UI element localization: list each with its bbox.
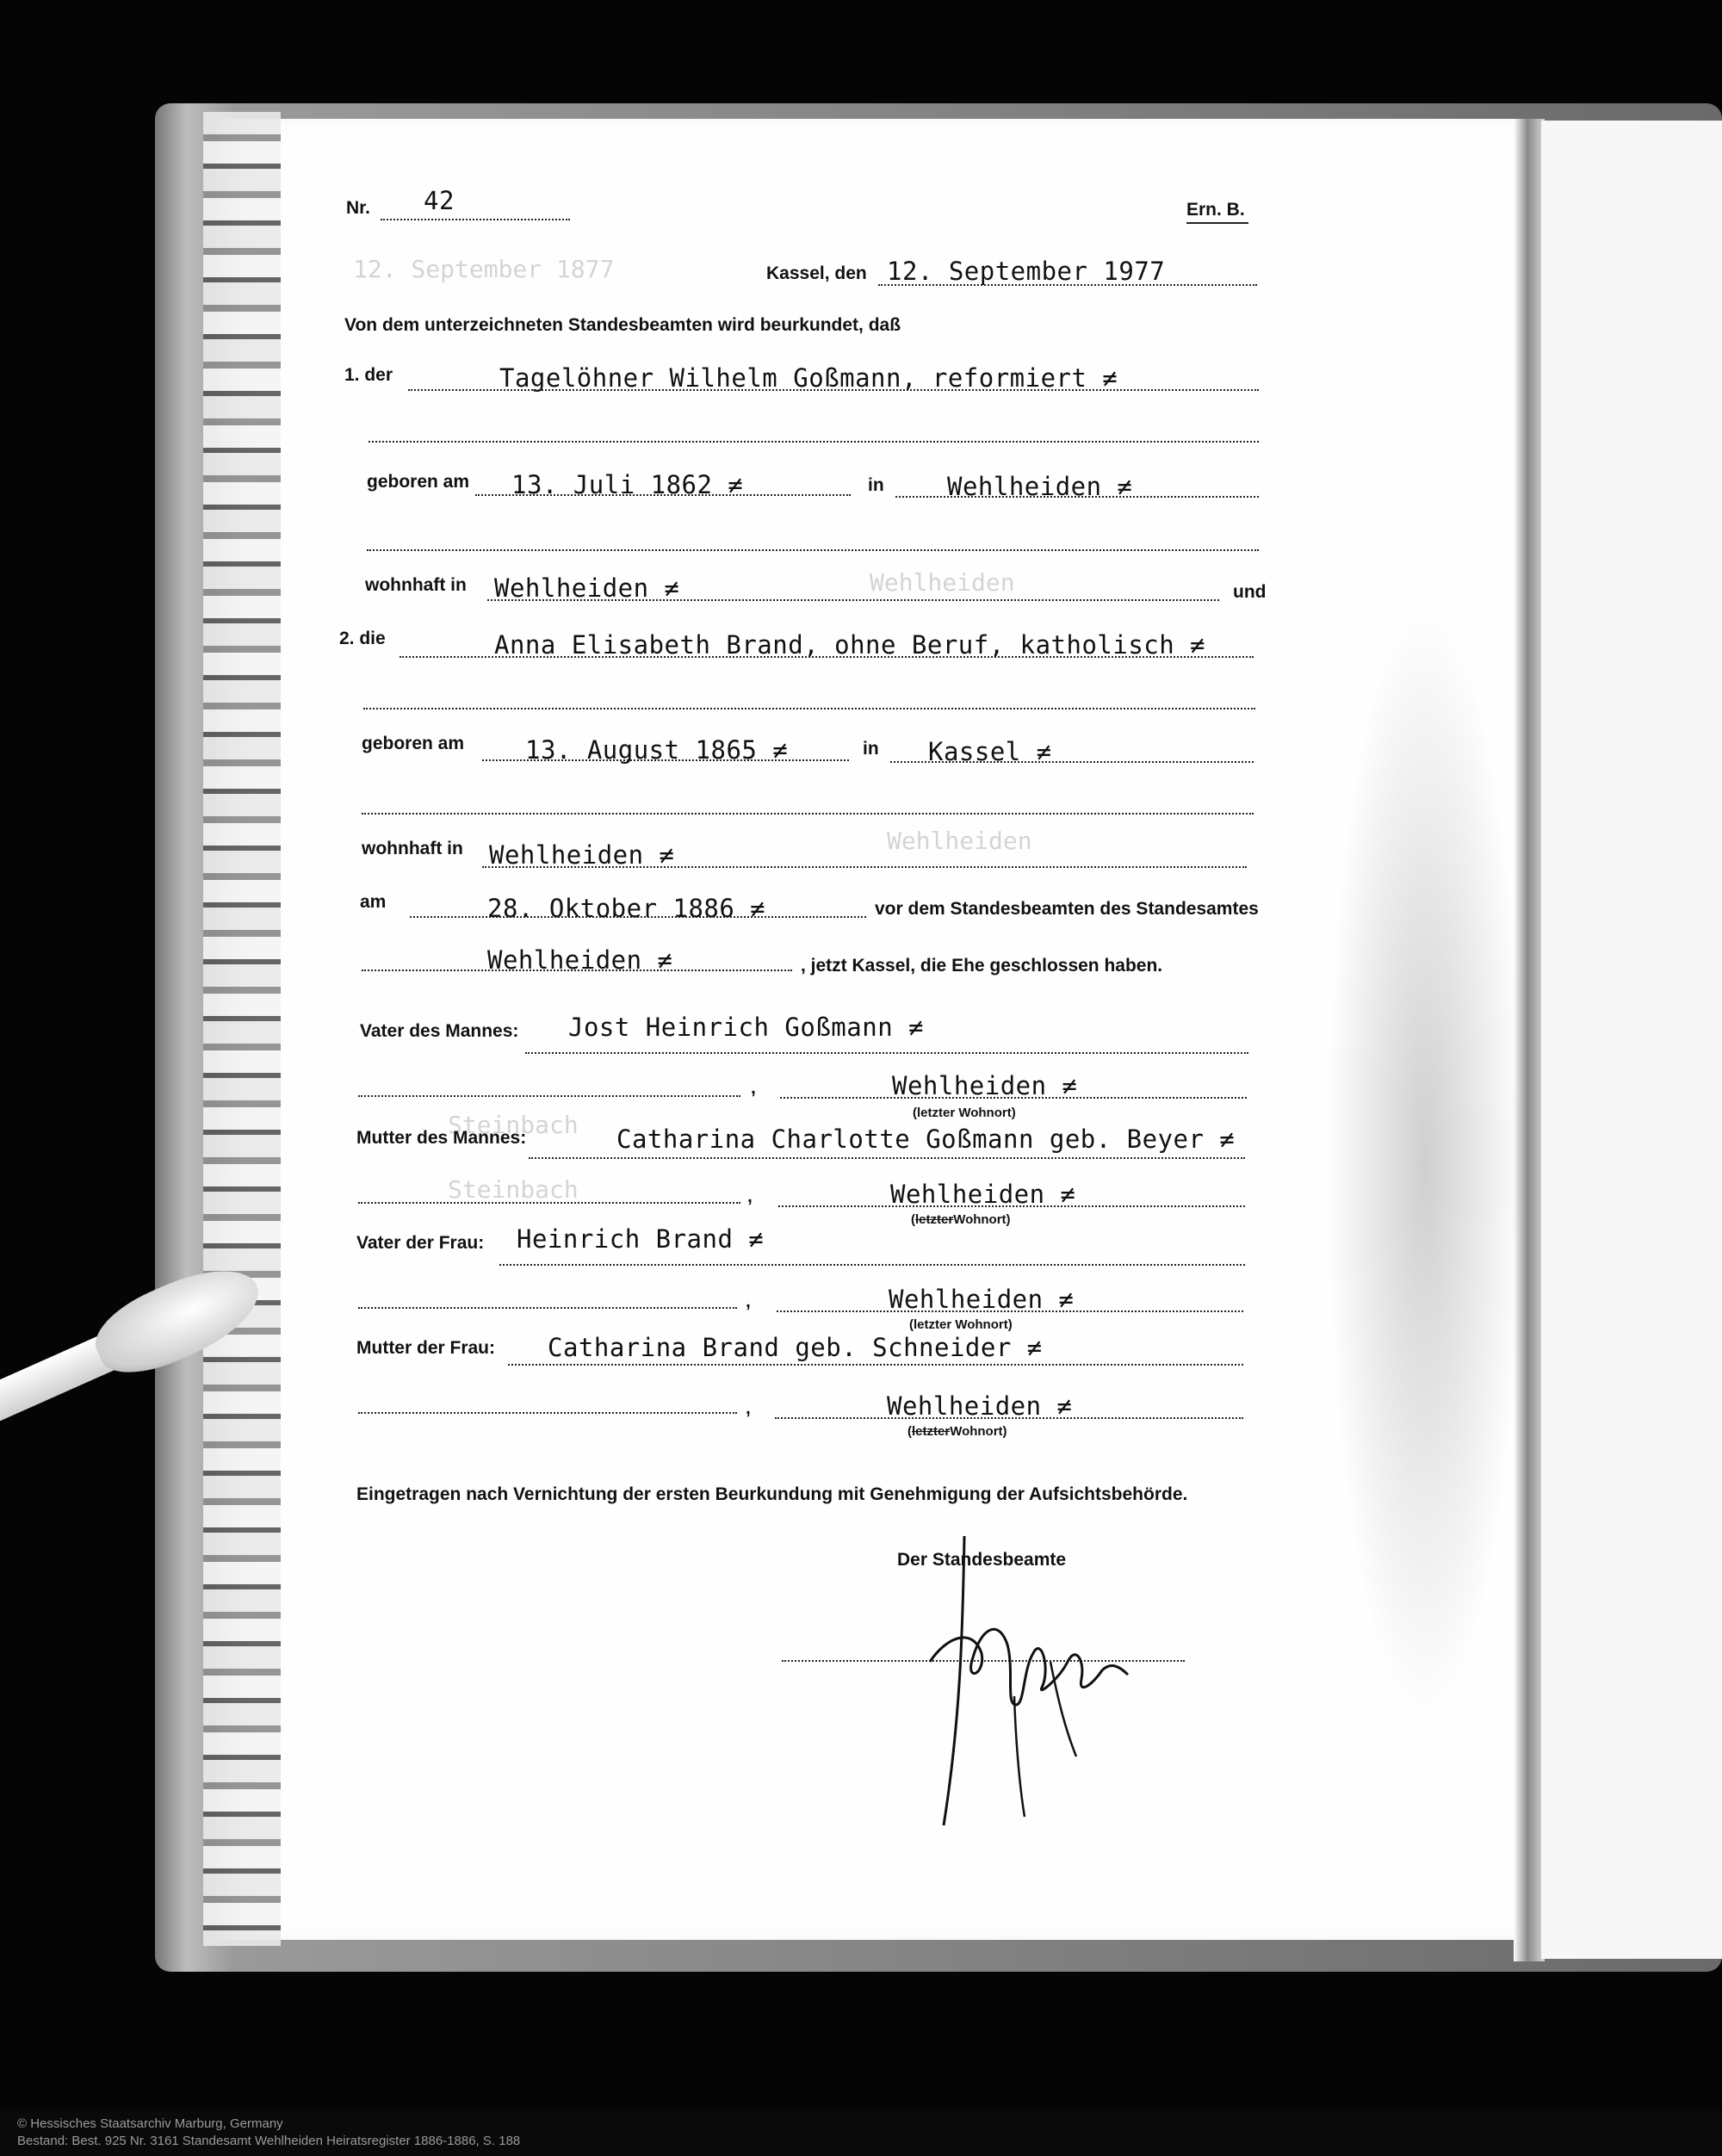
mutter-frau-ort: Wehlheiden ≠ [887,1391,1073,1421]
nr-value: 42 [424,186,455,215]
archive-credit: © Hessisches Staatsarchiv Marburg, Germany [17,2116,283,2131]
series-label: Ern. B. [1186,200,1245,220]
handwritten-signature [913,1533,1154,1834]
bleed-through-text: 12. September 1877 [353,255,615,283]
vater-frau-name: Heinrich Brand ≠ [517,1224,765,1254]
residence-line [482,866,1247,868]
vater-frau-ort-line [777,1310,1243,1312]
residence-caption [911,1212,1011,1227]
bleed-through-text: Steinbach [448,1175,579,1204]
caption-rest: Wohnort) [953,1212,1011,1227]
vater-frau-line [499,1264,1245,1266]
bleed-through-text: Steinbach [448,1111,579,1139]
mutter-frau-name: Catharina Brand geb. Schneider ≠ [548,1333,1043,1362]
caption-struck-word: letzter [915,1212,954,1227]
und-label: und [1233,582,1267,602]
blank-line [362,813,1254,815]
marriage-date-line [410,916,866,918]
comma: , [747,1186,753,1206]
vater-mann-label: Vater des Mannes: [360,1021,519,1041]
bleed-through-shadow [1326,603,1524,1722]
facing-page [1541,121,1722,1959]
mutter-frau-line [508,1364,1243,1366]
mutter-frau-ort-line [775,1417,1243,1419]
office-place-line [362,970,792,971]
signature-title: Der Standesbeamte [897,1550,1067,1570]
person1-born-label: geboren am [367,472,470,492]
parent-blank-line [358,1307,737,1309]
caption-struck-word: letzter [912,1424,951,1439]
person2-description: Anna Elisabeth Brand, ohne Beruf, katholisch ≠ [494,630,1206,660]
date-line [878,284,1257,286]
caption-rest: Wohnort) [950,1424,1007,1439]
nr-label: Nr. [346,198,371,218]
place-label: Kassel, den [766,263,867,283]
caption-open: ( [911,1212,915,1227]
person2-born-label: geboren am [362,734,465,753]
person2-residence-label: wohnhaft in [362,839,463,858]
person1-born-date: 13. Juli 1862 ≠ [511,470,744,499]
vater-mann-ort-line [780,1097,1247,1099]
vater-mann-name: Jost Heinrich Goßmann ≠ [568,1013,925,1042]
person1-residence: Wehlheiden ≠ [494,573,680,603]
blank-line [369,441,1259,443]
intro-text: Von dem unterzeichneten Standesbeamten wird beurkundet, daß [344,315,901,335]
person2-label: 2. die [339,629,386,648]
archive-reference: Bestand: Best. 925 Nr. 3161 Standesamt Wehlheiden Heiratsregister 1886-1886, S. 188 [17,2134,521,2148]
vater-frau-ort: Wehlheiden ≠ [889,1285,1075,1314]
person2-born-place: Kassel ≠ [928,737,1052,766]
comma: , [746,1292,751,1311]
mutter-mann-name: Catharina Charlotte Goßmann geb. Beyer ≠ [616,1124,1236,1154]
person1-in-label: in [868,475,884,495]
caption-open: ( [907,1424,912,1439]
person1-line [408,389,1259,391]
parent-blank-line [358,1202,740,1204]
mutter-frau-label: Mutter der Frau: [356,1338,496,1358]
person2-born-date: 13. August 1865 ≠ [525,735,789,765]
document-date: 12. September 1977 [887,257,1166,286]
page-edge-binding [203,112,281,1946]
office-place: Wehlheiden ≠ [487,945,673,975]
blank-line [367,549,1259,551]
parent-blank-line [358,1095,740,1097]
person1-description: Tagelöhner Wilhelm Goßmann, reformiert ≠ [499,363,1118,393]
archive-footer [0,2111,1722,2156]
born-date-line [475,494,851,496]
marriage-date: 28. Oktober 1886 ≠ [487,894,766,923]
vater-frau-label: Vater der Frau: [356,1233,485,1253]
marriage-suffix: , jetzt Kassel, die Ehe geschlossen haben. [801,956,1163,976]
vater-mann-ort: Wehlheiden ≠ [892,1071,1078,1100]
comma: , [746,1398,751,1418]
blank-line [363,708,1255,709]
person1-born-place: Wehlheiden ≠ [947,472,1133,501]
born-place-line [895,496,1259,498]
vater-mann-line [525,1052,1248,1054]
mutter-mann-line [529,1157,1245,1159]
office-text: vor dem Standesbeamten des Standesamtes [875,899,1259,919]
residence-caption: (letzter Wohnort) [913,1106,1016,1120]
marriage-am-label: am [360,892,387,912]
series-underline [1186,222,1248,224]
mutter-mann-ort: Wehlheiden ≠ [890,1180,1076,1209]
bleed-through-text: Wehlheiden [870,568,1015,597]
person1-label: 1. der [344,365,393,385]
mutter-mann-ort-line [778,1205,1245,1207]
mutter-mann-label: Mutter des Mannes: [356,1128,527,1148]
comma: , [751,1078,756,1098]
nr-line [381,219,570,220]
annotation-note: Eingetragen nach Vernichtung der ersten Beurkundung mit Genehmigung der Aufsichtsbehörde. [356,1484,1188,1504]
person1-residence-label: wohnhaft in [365,575,467,595]
born-place-line [890,761,1254,763]
person2-in-label: in [863,739,879,759]
person2-residence: Wehlheiden ≠ [489,840,675,870]
residence-caption [907,1424,1007,1439]
parent-blank-line [358,1412,737,1414]
person2-line [400,656,1254,658]
residence-line [487,599,1219,601]
residence-caption: (letzter Wohnort) [909,1317,1013,1332]
bleed-through-text: Wehlheiden [887,827,1032,855]
born-date-line [482,759,849,761]
